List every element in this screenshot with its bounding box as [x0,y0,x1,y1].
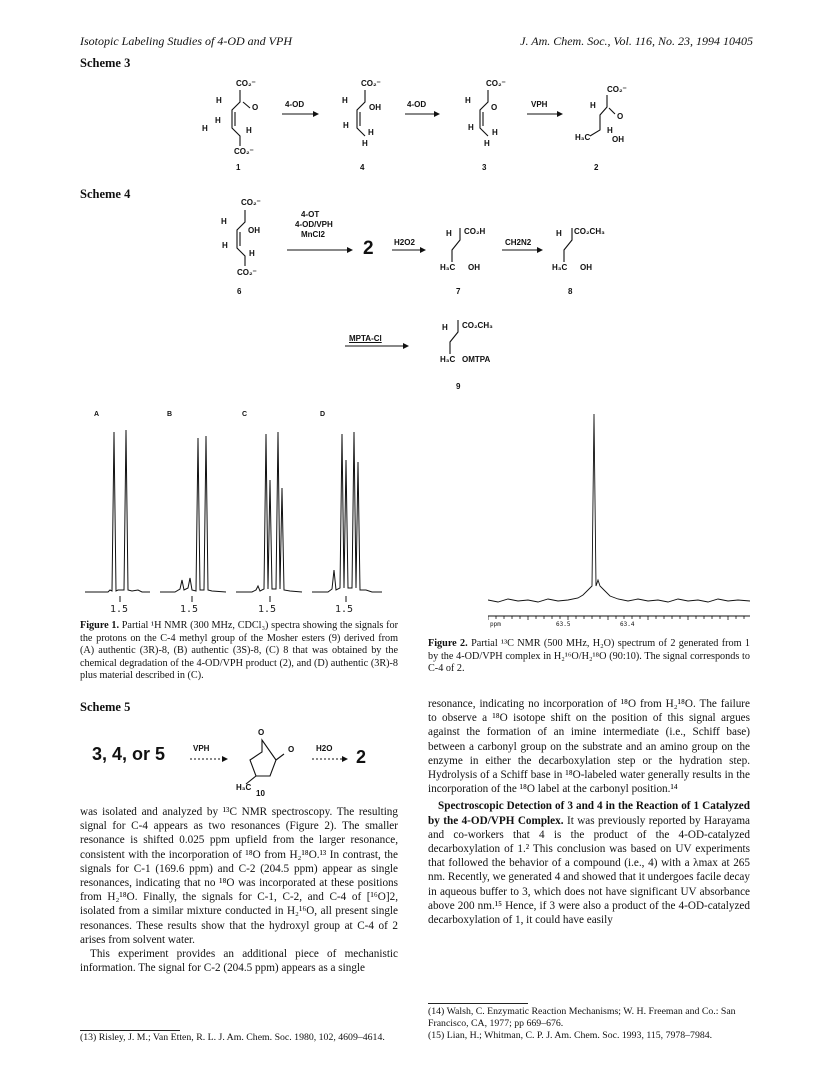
figure2-axis-unit: ppm [490,621,501,628]
svg-text:H: H [215,116,221,125]
svg-text:CO₂⁻: CO₂⁻ [486,79,506,88]
svg-text:H₃C: H₃C [575,133,591,142]
compound-label-3: 3 [482,163,487,172]
figure2-caption-text: Partial ¹³C NMR (500 MHz, H₂O) spectrum of 2 generated from 1 by the 4-OD/VPH complex in H₂¹⁶O/H₂¹⁸O (90:10). The signal corresponds to C-4 of 2. [428,638,751,675]
compound-label-10: 10 [256,789,265,798]
figure1-spectra [80,420,400,620]
scheme4-reagents [295,210,333,240]
svg-text:CO₂CH₃: CO₂CH₃ [574,227,605,236]
left-column-body [80,805,398,975]
scheme3-arrow2-label: 4-OD [407,100,427,109]
footnote-14: (14) Walsh, C. Enzymatic Reaction Mechanisms; W. H. Freeman and Co.: San Francisco, CA, 1977; pp 669–676. [428,1006,736,1029]
svg-text:H₃C: H₃C [552,263,568,272]
svg-text:CO₂⁻: CO₂⁻ [237,268,257,277]
svg-text:OH: OH [468,263,480,272]
scheme4-product-2: 2 [363,238,374,259]
svg-text:CO₂⁻: CO₂⁻ [361,79,381,88]
figure2-tick-63-4: 63.4 [620,621,635,628]
svg-text:H: H [202,124,208,133]
reagent-ch2n2: CH2N2 [505,238,532,247]
scheme5-arrow1-label: VPH [193,744,210,753]
scheme5-product: 2 [356,747,367,767]
figure1-axis-label-c: 1.5 [258,604,277,615]
svg-text:CO₂⁻: CO₂⁻ [607,85,627,94]
figure1-caption [80,620,398,683]
reagent-4ot: 4-OT [301,210,320,219]
spectrum-trace-c [236,432,302,592]
svg-text:O: O [258,728,265,737]
scheme3-title: Scheme 3 [80,56,131,70]
svg-text:H: H [216,96,222,105]
scheme5-start: 3, 4, or 5 [92,744,166,764]
right-column-body [428,697,750,927]
svg-text:OH: OH [369,103,381,112]
right-paragraph-2 [428,799,750,927]
compound-label-4: 4 [360,163,365,172]
svg-text:H: H [492,128,498,137]
figure2-tick-63-5: 63.5 [556,621,571,628]
svg-text:H: H [607,126,613,135]
reagent-h2o2: H2O2 [394,238,415,247]
figure1-axis-label-b: 1.5 [180,604,199,615]
footnote-15: (15) Lian, H.; Whitman, C. P. J. Am. Chem. Soc. 1993, 115, 7978–7984. [428,1029,713,1041]
right-footnote-rule [428,1003,528,1004]
svg-text:H: H [484,139,490,148]
figure1-caption-label: Figure 1. [80,620,120,631]
svg-text:OH: OH [580,263,592,272]
figure2-spectrum [488,410,758,630]
svg-text:CO₂⁻: CO₂⁻ [234,147,254,156]
svg-text:H: H [362,139,368,148]
svg-text:OMTPA: OMTPA [462,355,491,364]
svg-text:H₃C: H₃C [440,263,456,272]
svg-text:H: H [342,96,348,105]
spectrum-label-c: C [242,411,248,418]
svg-text:CO₂CH₃: CO₂CH₃ [462,321,493,330]
compound-label-1: 1 [236,163,241,172]
reagent-mpta-cl: MPTA-Cl [349,334,382,343]
svg-text:CO₂⁻: CO₂⁻ [241,198,261,207]
scheme3-arrow3-label: VPH [531,100,548,109]
figure2-caption [428,638,750,676]
svg-text:H: H [222,241,228,250]
svg-text:O: O [252,103,259,112]
figure1-caption-text: Partial ¹H NMR (300 MHz, CDCl₃) spectra showing the signals for the protons on the C-4 methyl group of the Mosher esters (9) derived from (A) authentic (3R)-8, (B) authentic (3S)-8, (C) 8 that was obtained by the chemical degradation of the 4-OD/VPH product (2), and (D) authentic (3R)-8 plus material described in (C). [80,620,398,682]
compound-label-2: 2 [594,163,599,172]
footnote-13: (13) Risley, J. M.; Van Etten, R. L. J. Am. Chem. Soc. 1980, 102, 4609–4614. [80,1032,385,1043]
svg-text:H: H [249,249,255,258]
running-header-right: J. Am. Chem. Soc., Vol. 116, No. 23, 1994 10405 [520,34,753,48]
svg-text:CO₂⁻: CO₂⁻ [236,79,256,88]
scheme5-title: Scheme 5 [80,700,131,714]
left-paragraph-2: This experiment provides an additional piece of mechanistic information. The signal for C-2 (204.5 ppm) appears as a single [80,948,398,975]
compound-label-8: 8 [568,287,573,296]
right-footnotes [428,1006,750,1041]
compound-label-9: 9 [456,382,461,391]
reagent-mncl2: MnCl2 [301,230,325,239]
scheme4-title: Scheme 4 [80,187,131,201]
spectrum-label-d: D [320,411,326,418]
svg-text:H: H [556,229,562,238]
scheme5-arrow2-label: H2O [316,744,333,753]
figure1-axis-label-d: 1.5 [335,604,354,615]
svg-text:H: H [368,128,374,137]
svg-text:OH: OH [248,226,260,235]
figure1-axis-label-a: 1.5 [110,604,129,615]
section-heading: Spectroscopic Detection of 3 and 4 in the Reaction of 1 Catalyzed by the 4-OD/VPH Complex. [428,800,750,827]
reagent-4od-vph: 4-OD/VPH [295,220,333,229]
svg-text:H₃C: H₃C [236,783,252,792]
svg-text:H: H [343,121,349,130]
svg-text:H: H [442,323,448,332]
spectrum-trace-figure2 [488,414,750,602]
left-paragraph-1: was isolated and analyzed by ¹³C NMR spectroscopy. The resulting signal for C-4 appears as two resonances (Figure 2). The smaller resonance is shifted 0.025 ppm upfield from the larger resonance, consistent with the incorporation of ¹⁸O from H₂¹⁸O.¹³ In contrast, the signals for C-1 (169.6 ppm) and C-2 (204.5 ppm) appear as single resonances, indicating that no ¹⁸O was incorporated at these positions from H₂¹⁸O. Finally, the signals for C-1, C-2, and C-4 of [¹⁶O]2, isolated from a similar mixture conducted in H₂¹⁶O, all present single resonances. These results show that the hydroxyl group at C-4 of 2 arises from solvent water. [80,806,398,946]
svg-text:H: H [590,101,596,110]
compound-label-7: 7 [456,287,461,296]
figure2-caption-label: Figure 2. [428,638,468,649]
left-footnote-rule [80,1030,180,1031]
svg-text:H₃C: H₃C [440,355,456,364]
right-paragraph-1: resonance, indicating no incorporation of ¹⁸O from H₂¹⁸O. The failure to observe a ¹⁸O isotope shift on the position of this signal argues against the formation of an imine intermediate (i.e., Schiff base) between a carbonyl group on the substrate and an amino group on the enzyme in either the decarboxylation step or the hydration step. Hydrolysis of a Schiff base in ¹⁸O-labeled water generally results in the incorporation of the ¹⁸O label at the carbonyl position.¹⁴ [428,698,750,796]
svg-text:H: H [446,229,452,238]
scheme3-arrow1-label: 4-OD [285,100,305,109]
svg-text:O: O [617,112,624,121]
svg-text:O: O [288,745,295,754]
svg-text:CO₂H: CO₂H [464,227,486,236]
spectrum-label-b: B [167,411,173,418]
svg-text:H: H [246,126,252,135]
compound-label-6: 6 [237,287,242,296]
svg-text:H: H [221,217,227,226]
spectrum-trace-d [312,432,382,592]
right-paragraph-2-text: It was previously reported by Harayama and co-workers that 4 is the product of the 4-OD-catalyzed decarboxylation of 1.² This conclusion was based on UV experiments that followed the behavior of a compound (i.e., 4) with a λmax at 265 nm. Recently, we generated 4 and showed that it undergoes facile decay in aqueous buffer to 3, which does not have significant UV absorbance above 200 nm.¹⁵ Hence, if 3 were also a product of the 4-OD-catalyzed decarboxylation of 1, it could have easily [428,814,751,927]
svg-text:O: O [491,103,498,112]
spectrum-trace-b [160,436,226,592]
svg-text:OH: OH [612,135,624,144]
running-header-left: Isotopic Labeling Studies of 4-OD and VPH [80,34,292,48]
spectrum-label-a: A [94,411,100,418]
svg-text:H: H [468,123,474,132]
svg-text:H: H [465,96,471,105]
spectrum-trace-a [85,430,150,592]
